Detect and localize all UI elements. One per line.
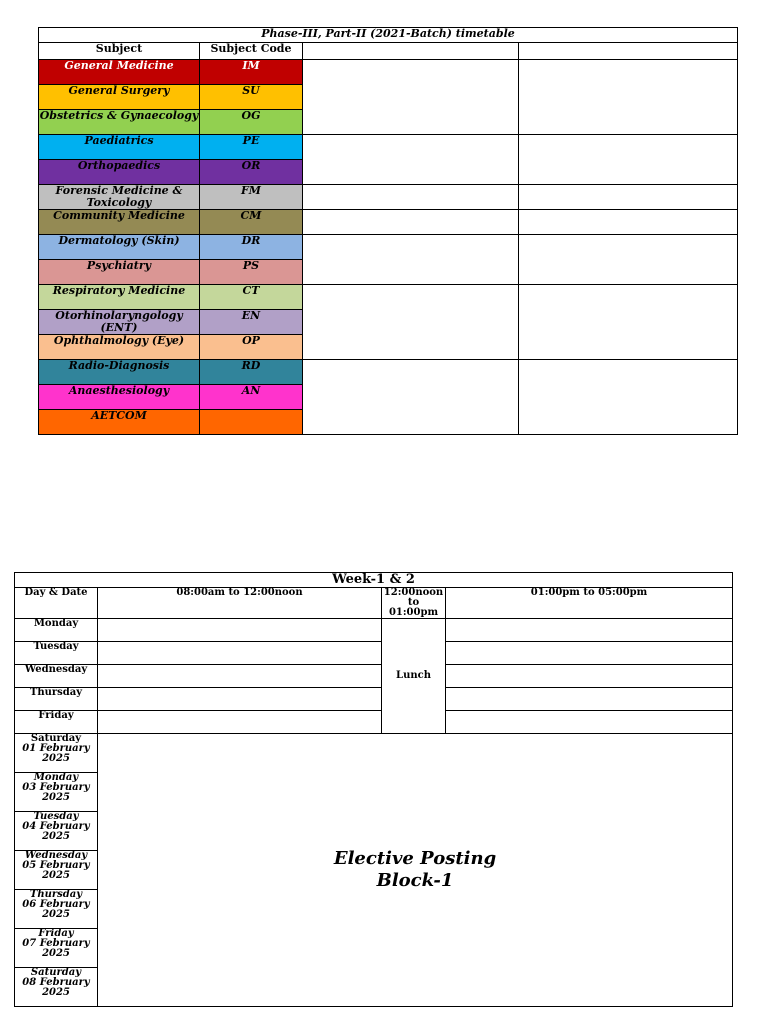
dated-day-name: Saturday [30,733,82,744]
subject-name: Respiratory Medicine [39,285,200,310]
blank-cell [519,210,738,235]
header-blank-2 [519,43,738,60]
subject-name: AETCOM [39,410,200,435]
dated-day-name: Thursday [29,889,83,900]
subject-code: IM [200,60,303,85]
blank-cell [519,135,738,185]
subject-name: General Surgery [39,85,200,110]
morning-slot [98,711,382,734]
blank-cell [519,185,738,210]
dated-day-date: 04 February 2025 [22,821,90,842]
subject-row [39,60,738,85]
weekday-label: Wednesday [15,665,98,688]
weekday-row [15,711,733,734]
subject-name: General Medicine [39,60,200,85]
afternoon-slot [446,688,733,711]
subject-name: Paediatrics [39,135,200,160]
dated-day-cell [15,968,98,1007]
morning-slot [98,642,382,665]
blank-cell [303,60,519,135]
subject-code: OR [200,160,303,185]
dated-day-cell [15,773,98,812]
dated-day-name: Friday [38,928,74,939]
blank-cell [303,285,519,360]
subject-name: Otorhinolaryngology (ENT) [39,310,200,335]
weekday-row [15,688,733,711]
subject-row [39,185,738,210]
subject-code: RD [200,360,303,385]
subject-name: Anaesthesiology [39,385,200,410]
dated-day-date: 01 February 2025 [22,743,90,764]
subject-row [39,285,738,310]
blank-cell [519,235,738,285]
week-timetable [14,572,733,1007]
blank-cell [519,360,738,435]
col-afternoon: 01:00pm to 05:00pm [446,588,733,619]
col-morning: 08:00am to 12:00noon [98,588,382,619]
dated-day-date: 05 February 2025 [22,860,90,881]
dated-day-cell [15,851,98,890]
subject-code: EN [200,310,303,335]
dated-day-date: 07 February 2025 [22,938,90,959]
blank-cell [519,285,738,360]
weekday-label: Friday [15,711,98,734]
subject-code: PS [200,260,303,285]
weekday-row [15,642,733,665]
blank-cell [303,360,519,435]
morning-slot [98,665,382,688]
subject-name: Community Medicine [39,210,200,235]
subject-code: OG [200,110,303,135]
weekday-row [15,665,733,688]
afternoon-slot [446,619,733,642]
weekday-label: Thursday [15,688,98,711]
header-blank-1 [303,43,519,60]
col-day-date: Day & Date [15,588,98,619]
week-title: Week-1 & 2 [15,573,733,588]
dated-day-name: Tuesday [33,811,79,822]
subject-name: Obstetrics & Gynaecology [39,110,200,135]
subject-row [39,210,738,235]
subject-code: FM [200,185,303,210]
elective-posting-cell [98,734,733,1007]
subject-code: CT [200,285,303,310]
subject-code: DR [200,235,303,260]
weekday-row [15,619,733,642]
subject-name: Radio-Diagnosis [39,360,200,385]
dated-day-date: 08 February 2025 [22,977,90,998]
col-lunch-time: 12:00noon to 01:00pm [382,588,446,619]
subject-name: Psychiatry [39,260,200,285]
subject-row [39,360,738,385]
weekday-label: Tuesday [15,642,98,665]
dated-day-date: 06 February 2025 [22,899,90,920]
blank-cell [303,185,519,210]
subject-code: SU [200,85,303,110]
dated-day-cell [15,929,98,968]
dated-row [15,734,733,773]
dated-day-cell [15,734,98,773]
dated-day-cell [15,890,98,929]
blank-cell [303,210,519,235]
afternoon-slot [446,642,733,665]
subject-row [39,235,738,260]
subject-name: Dermatology (Skin) [39,235,200,260]
dated-day-name: Monday [33,772,79,783]
header-subject-code: Subject Code [200,43,303,60]
blank-cell [303,135,519,185]
lunch-cell: Lunch [382,619,446,734]
header-subject: Subject [39,43,200,60]
morning-slot [98,688,382,711]
subject-row [39,135,738,160]
dated-day-name: Wednesday [24,850,88,861]
blank-cell [303,235,519,285]
subject-code: AN [200,385,303,410]
elective-title: Elective Posting [333,848,497,869]
blank-cell [519,60,738,135]
subject-table-title: Phase-III, Part-II (2021-Batch) timetable [39,28,738,43]
dated-day-cell [15,812,98,851]
subject-code: CM [200,210,303,235]
subject-name: Orthopaedics [39,160,200,185]
subject-table [38,27,738,435]
weekday-label: Monday [15,619,98,642]
subject-name: Ophthalmology (Eye) [39,335,200,360]
subject-code: PE [200,135,303,160]
subject-code [200,410,303,435]
dated-day-name: Saturday [30,967,82,978]
elective-block: Block-1 [376,870,454,891]
morning-slot [98,619,382,642]
afternoon-slot [446,711,733,734]
subject-name: Forensic Medicine & Toxicology [39,185,200,210]
subject-code: OP [200,335,303,360]
dated-day-date: 03 February 2025 [22,782,90,803]
afternoon-slot [446,665,733,688]
